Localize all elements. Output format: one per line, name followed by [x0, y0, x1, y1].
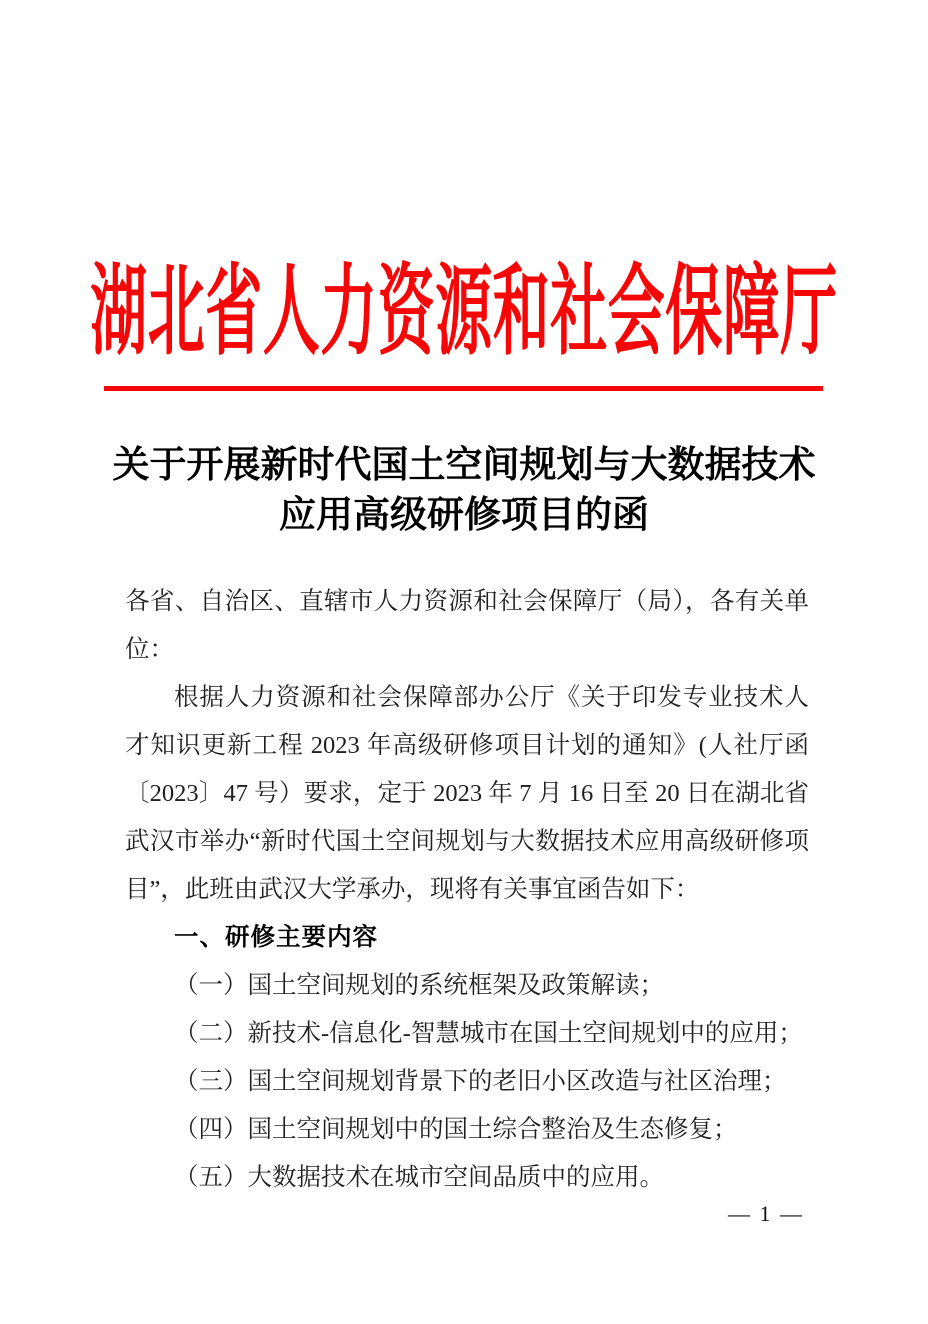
letterhead-org-name: 湖北省人力资源和社会保障厅	[90, 258, 838, 368]
list-item-5: （五）大数据技术在城市空间品质中的应用。	[174, 1164, 664, 1191]
page-number: — 1 —	[728, 1201, 804, 1226]
letterhead	[0, 233, 928, 368]
list-item-3: （三）国土空间规划背景下的老旧小区改造与社区治理；	[174, 1068, 787, 1095]
document-body	[125, 578, 809, 1202]
paragraph-introduction: 根据人力资源和社会保障部办公厅《关于印发专业技术人才知识更新工程 2023 年高级研修项目计划的通知》(人社厅函〔2023〕47 号）要求，定于 2023 年 7 月 16 日至 20 日在湖北省武汉市举办“新时代国土空间规划与大数据技术应用高级研修项目”，此班由武汉大学承办，现将有关事宜函告如下：	[125, 684, 809, 903]
list-item-4: （四）国土空间规划中的国土综合整治及生态修复；	[174, 1116, 738, 1143]
document-title: 关于开展新时代国土空间规划与大数据技术应用高级研修项目的函	[112, 445, 816, 536]
salutation: 各省、自治区、直辖市人力资源和社会保障厅（局），各有关单位：	[125, 588, 809, 663]
section-heading-1: 一、研修主要内容	[174, 924, 378, 951]
list-item-1: （一）国土空间规划的系统框架及政策解读；	[174, 972, 664, 999]
list-item-2: （二）新技术-信息化-智慧城市在国土空间规划中的应用；	[174, 1020, 803, 1047]
letterhead-divider-rule	[104, 386, 823, 391]
